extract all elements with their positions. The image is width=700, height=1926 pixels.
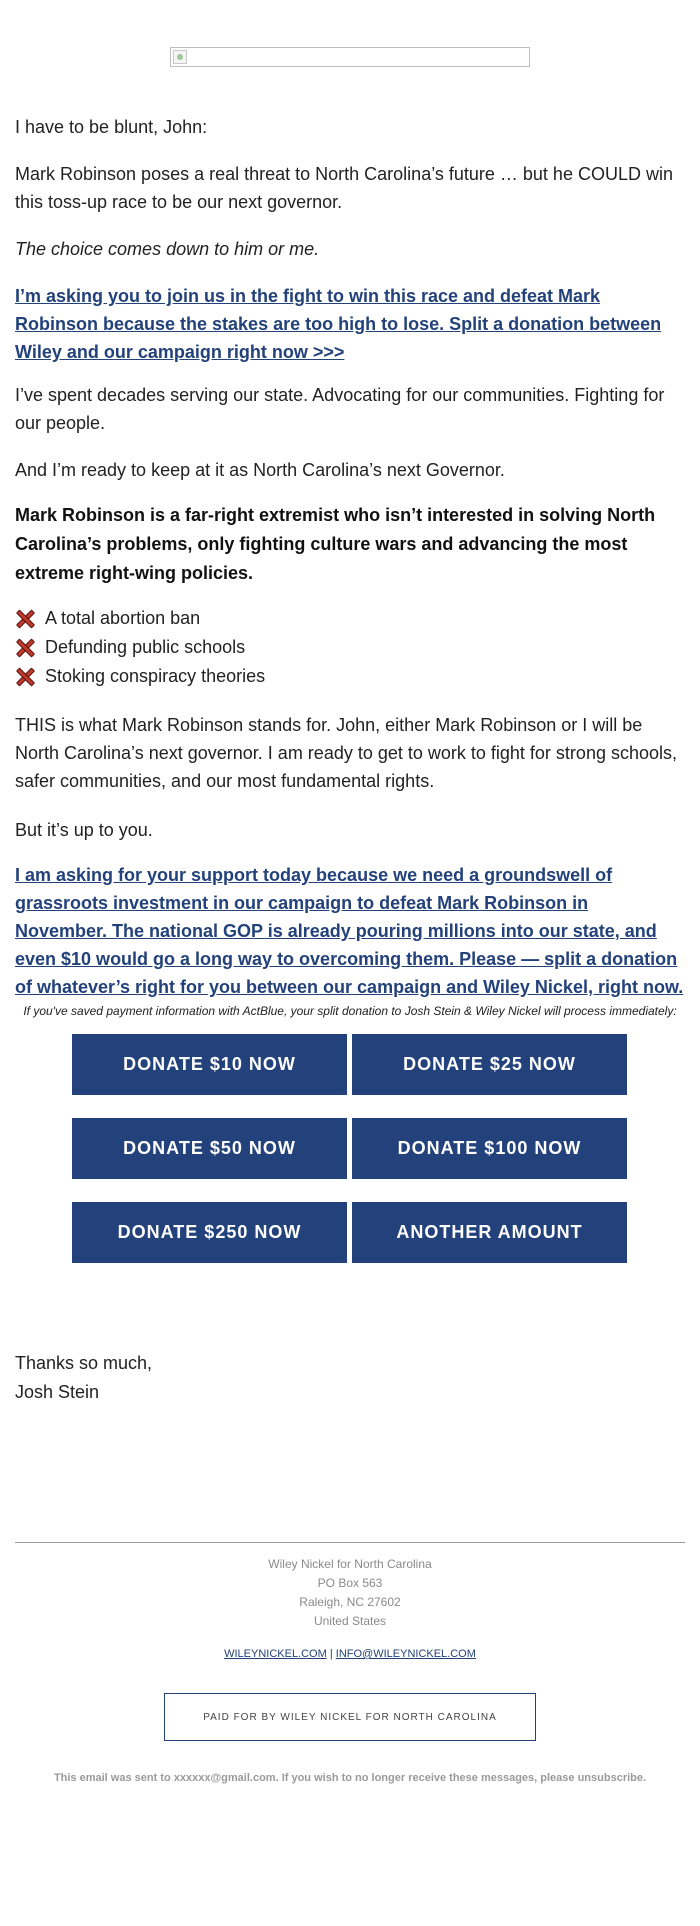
donate-25-button[interactable]: DONATE $25 NOW xyxy=(352,1034,627,1095)
broken-image-icon xyxy=(173,50,187,64)
intro-paragraph: Mark Robinson poses a real threat to North Carolina’s future … but he COULD win this toss-up race to be our next governor. xyxy=(15,164,673,212)
up-to-you-paragraph: But it’s up to you. xyxy=(15,820,153,840)
paid-for-text: PAID FOR BY WILEY NICKEL FOR NORTH CAROLINA xyxy=(203,1711,497,1723)
donate-link-1[interactable]: I’m asking you to join us in the fight to win this race and defeat Mark Robinson because the stakes are too high to lose. Split a donation between Wiley and our campaign right now >>> xyxy=(15,286,662,362)
footer-org: Wiley Nickel for North Carolina xyxy=(268,1557,432,1571)
choice-paragraph: The choice comes down to him or me. xyxy=(15,239,320,259)
paid-for-box xyxy=(164,1693,536,1741)
footer-separator: | xyxy=(329,1648,333,1660)
list-item: Defunding public schools xyxy=(15,633,685,662)
footer-email-link[interactable]: INFO@WILEYNICKEL.COM xyxy=(335,1648,476,1660)
robinson-paragraph: Mark Robinson is a far-right extremist who isn’t interested in solving North Carolina’s problems, only fighting culture wars and advancing the most extreme right-wing policies. xyxy=(15,505,656,583)
footer-address xyxy=(0,1555,700,1631)
governor-paragraph: And I’m ready to keep at it as North Carolina’s next Governor. xyxy=(15,460,505,480)
donate-250-button[interactable]: DONATE $250 NOW xyxy=(72,1202,347,1263)
red-x-icon xyxy=(15,638,35,658)
donate-10-button[interactable]: DONATE $10 NOW xyxy=(72,1034,347,1095)
list-item: A total abortion ban xyxy=(15,604,685,633)
policy-list xyxy=(15,604,685,691)
signature-block xyxy=(15,1349,685,1407)
red-x-icon xyxy=(15,609,35,629)
footer-links xyxy=(0,1648,700,1660)
footer-po-box: PO Box 563 xyxy=(317,1576,383,1590)
another-amount-button[interactable]: ANOTHER AMOUNT xyxy=(352,1202,627,1263)
footer-country: United States xyxy=(313,1614,387,1628)
unsubscribe-text[interactable]: This email was sent to xxxxxx@gmail.com. If you wish to no longer receive these messages, please unsubscribe. xyxy=(53,1772,647,1784)
service-paragraph: I’ve spent decades serving our state. Advocating for our communities. Fighting for our people. xyxy=(15,385,665,433)
greeting: I have to be blunt, John: xyxy=(15,117,208,137)
footer-site-link[interactable]: WILEYNICKEL.COM xyxy=(224,1648,327,1660)
header-image-placeholder xyxy=(170,47,530,67)
footer-city: Raleigh, NC 27602 xyxy=(299,1595,401,1609)
footer-divider xyxy=(15,1542,685,1543)
red-x-icon xyxy=(15,667,35,687)
signoff: Thanks so much, xyxy=(15,1353,153,1373)
donate-50-button[interactable]: DONATE $50 NOW xyxy=(72,1118,347,1179)
signature-name: Josh Stein xyxy=(15,1382,100,1402)
stands-for-paragraph: THIS is what Mark Robinson stands for. John, either Mark Robinson or I will be North Carolina’s next governor. I am ready to get to work to fight for strong schools, safer communities, and our most fundamental rights. xyxy=(15,715,677,791)
donate-100-button[interactable]: DONATE $100 NOW xyxy=(352,1118,627,1179)
actblue-note: If you've saved payment information with ActBlue, your split donation to Josh Stein & Wiley Nickel will process immediately: xyxy=(23,1004,677,1018)
donate-link-2[interactable]: I am asking for your support today because we need a groundswell of grassroots investment in our campaign to defeat Mark Robinson in November. The national GOP is already pouring millions into our state, and even $10 would go a long way to overcoming them. Please — split a donation of whatever’s right for you between our campaign and Wiley Nickel, right now. xyxy=(15,865,684,997)
list-item: Stoking conspiracy theories xyxy=(15,662,685,691)
